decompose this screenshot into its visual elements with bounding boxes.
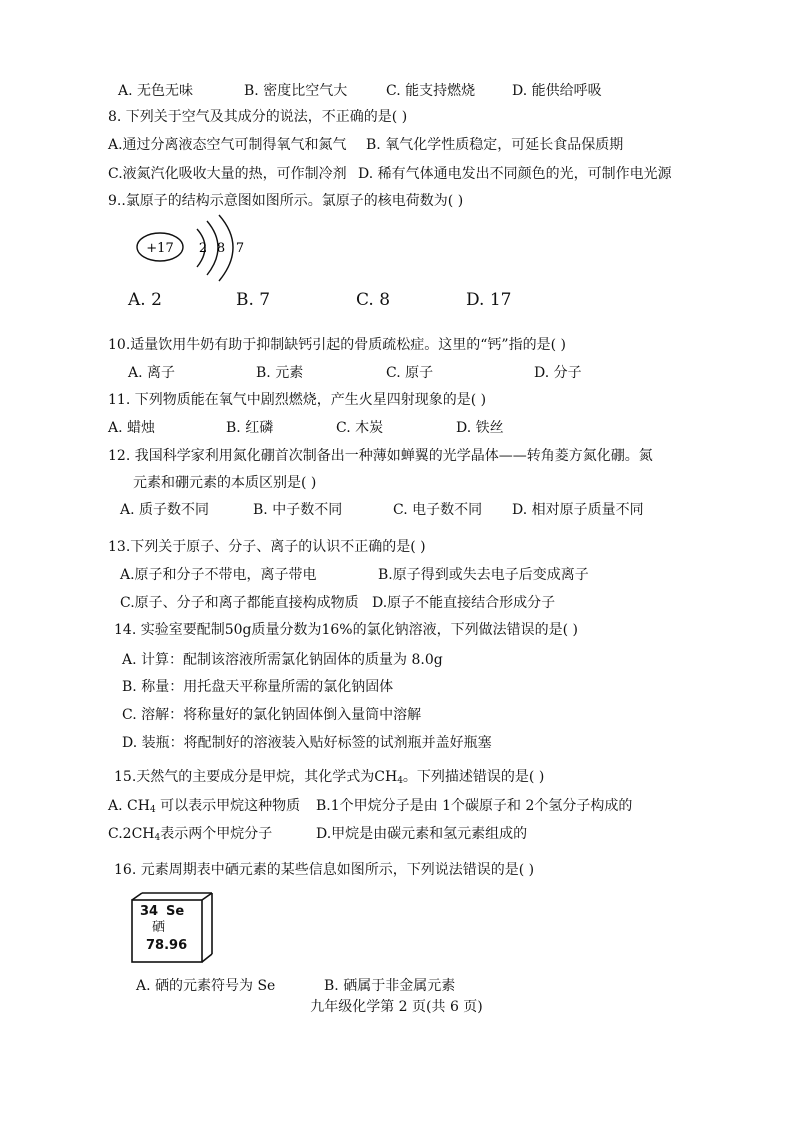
shell-electrons-3: 7 [235,241,245,256]
q8-option-a: A.通过分离液态空气可制得氧气和氮气 [108,137,347,153]
nucleus-charge: +17 [146,241,174,256]
q15-c-sub: 4 [154,833,161,843]
q11-option-b: B. 红磷 [226,420,274,436]
q11-option-d: D. 铁丝 [456,420,504,436]
q15-option-a [108,797,300,819]
q15-c-pre: C.2CH [108,826,155,842]
q9-option-c: C. 8 [356,290,391,310]
q8-option-c: C.液氮汽化吸收大量的热，可作制冷剂 [108,166,347,182]
q15-stem-post: 。下列描述错误的是( ) [402,769,545,785]
q16-option-a: A. 硒的元素符号为 Se [136,978,276,994]
q10-stem: 10.适量饮用牛奶有助于抑制缺钙引起的骨质疏松症。这里的“钙”指的是( ) [108,337,566,353]
q12-option-b: B. 中子数不同 [253,502,343,518]
selenium-element-card [130,892,216,964]
q11-option-c: C. 木炭 [336,420,384,436]
q10-option-c: C. 原子 [386,365,434,381]
q11-stem: 11. 下列物质能在氧气中剧烈燃烧，产生火星四射现象的是( ) [108,392,487,408]
element-card-frame [130,892,216,964]
q12-option-c: C. 电子数不同 [393,502,483,518]
q12-stem-line1: 12. 我国科学家利用氮化硼首次制备出一种薄如蝉翼的光学晶体——转角菱方氮化硼。氮 [108,448,653,464]
q15-a-post: 可以表示甲烷这种物质 [155,798,301,814]
q13-option-d: D.原子不能直接结合形成分子 [372,595,556,611]
q14-option-c: C. 溶解：将称量好的氯化钠固体倒入量筒中溶解 [122,707,422,723]
q12-stem-line2: 元素和硼元素的本质区别是( ) [133,475,317,491]
q13-option-a: A.原子和分子不带电，离子带电 [120,567,317,583]
q9-option-d: D. 17 [466,290,512,310]
q7-option-d: D. 能供给呼吸 [512,83,602,99]
element-name: 硒 [152,920,166,935]
q9-stem: 9..氯原子的结构示意图如图所示。氯原子的核电荷数为( ) [108,193,464,209]
q7-option-c: C. 能支持燃烧 [386,83,476,99]
q15-option-b: B.1个甲烷分子是由 1个碳原子和 2个氢分子构成的 [316,798,633,814]
page-footer [0,998,793,1016]
shell-electrons-2: 8 [216,241,226,256]
q15-stem-sub: 4 [397,776,403,786]
q14-option-b: B. 称量：用托盘天平称量所需的氯化钠固体 [122,679,394,695]
shell-electrons-1: 2 [198,241,208,256]
q15-c-post: 表示两个甲烷分子 [160,826,273,842]
q8-stem: 8. 下列关于空气及其成分的说法，不正确的是( ) [108,109,408,125]
q8-option-b: B. 氧气化学性质稳定，可延长食品保质期 [366,137,624,153]
q7-option-b: B. 密度比空气大 [244,83,348,99]
q15-option-d: D.甲烷是由碳元素和氢元素组成的 [316,826,528,842]
q14-option-a: A. 计算：配制该溶液所需氯化钠固体的质量为 8.0g [122,652,443,668]
q13-stem: 13.下列关于原子、分子、离子的认识不正确的是( ) [108,539,426,555]
element-mass: 78.96 [146,938,188,953]
element-number: 34 [140,904,159,919]
q14-option-d: D. 装瓶：将配制好的溶液装入贴好标签的试剂瓶并盖好瓶塞 [122,735,492,751]
q15-stem-pre: 15.天然气的主要成分是甲烷，其化学式为CH [114,769,398,785]
q15-stem [114,768,544,790]
q13-option-b: B.原子得到或失去电子后变成离子 [378,567,589,583]
q11-option-a: A. 蜡烛 [108,420,156,436]
q10-option-d: D. 分子 [534,365,582,381]
q8-option-d: D. 稀有气体通电发出不同颜色的光，可制作电光源 [358,166,672,182]
q15-a-sub: 4 [149,805,156,815]
chlorine-atom-diagram [133,213,253,283]
q9-option-b: B. 7 [236,290,271,310]
q12-option-d: D. 相对原子质量不同 [512,502,644,518]
q13-option-c: C.原子、分子和离子都能直接构成物质 [120,595,359,611]
q12-option-a: A. 质子数不同 [120,502,210,518]
q9-option-a: A. 2 [128,290,162,310]
element-symbol: Se [166,904,185,919]
q7-option-a: A. 无色无味 [118,83,194,99]
footer-text: 九年级化学第 2 页(共 6 页) [310,999,483,1015]
q15-option-c [108,825,272,847]
q15-a-pre: A. CH [108,798,150,814]
q16-stem: 16. 元素周期表中硒元素的某些信息如图所示，下列说法错误的是( ) [114,862,535,878]
q16-option-b: B. 硒属于非金属元素 [324,978,456,994]
q10-option-a: A. 离子 [128,365,176,381]
q10-option-b: B. 元素 [256,365,304,381]
q14-stem: 14. 实验室要配制50g质量分数为16%的氯化钠溶液，下列做法错误的是( ) [114,622,578,638]
